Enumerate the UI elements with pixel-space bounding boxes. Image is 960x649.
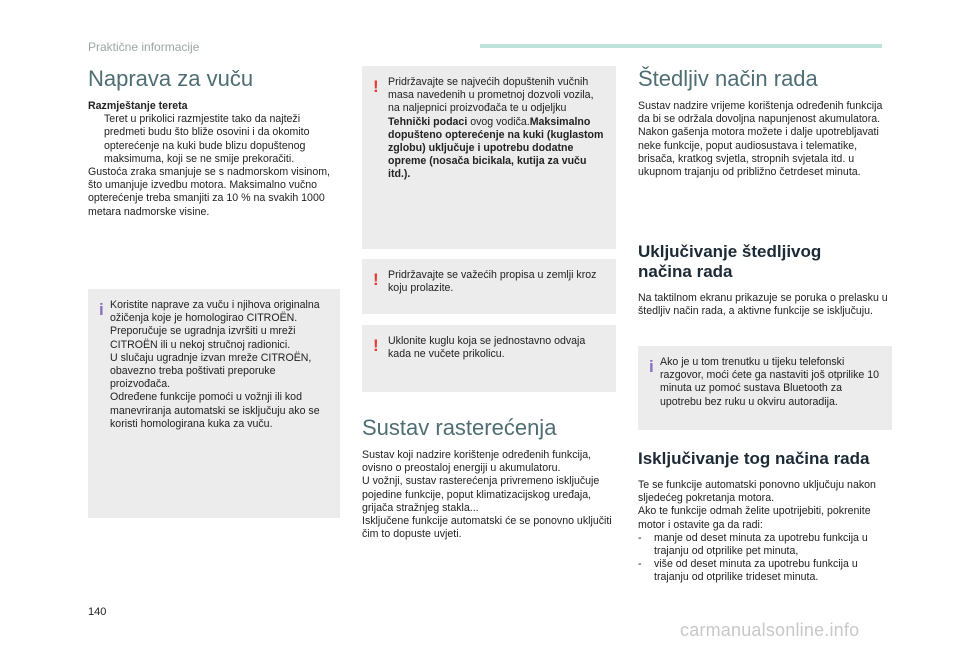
warning-text-mid: ovog vodiča. <box>467 115 530 128</box>
technical-data-ref: Tehnički podaci <box>388 115 468 128</box>
enable-title: Uključivanje štedljivog načina rada <box>638 242 822 281</box>
warning-box-ball <box>362 325 616 392</box>
relief-line: Isključene funkcije automatski će se ponovno uključiti čim to dopuste uvjeti. <box>362 515 612 541</box>
load-bullet-text: Teret u prikolici razmjestite tako da najteži predmeti budu što bliže osovini i da okomito opterećenje na kuki bude blizu dopuštenog maksimuma, koji se ne smije prekoračiti. <box>104 113 310 165</box>
eco-disable-section <box>638 449 890 585</box>
enable-text: Na taktilnom ekranu prikazuje se poruka o prelasku u štedljiv način rada, a aktivne funkcije se isključuju. <box>638 292 888 318</box>
relief-line: Sustav koji nadzire korištenje određenih funkcija, ovisno o preostaloj energiji u akumulatoru. <box>362 449 592 475</box>
eco-intro-line: Nakon gašenja motora možete i dalje upotrebljavati neke funkcije, poput audiosustava i telematike, brisača, kratkog svjetla, stropnih svjetala itd. u ukupnom trajanju od približno četrdeset minuta. <box>638 126 879 179</box>
eco-section <box>638 66 890 179</box>
dash-marker: - <box>638 531 642 544</box>
info-phone-text: Ako je u tom trenutku u tijeku telefonski razgovor, moći ćete ga nastaviti još otprilike 10 minuta uz pomoć sustava Bluetooth za upotrebu bez ruku u okviru autoradija. <box>660 356 880 408</box>
warning-text-start: Pridržavajte se najvećih dopuštenih vučnih masa navedenih u prometnoj dozvoli vozila, na naljepnici proizvođača te u odjeljku <box>388 76 594 115</box>
relief-line: U vožnji, sustav rasterećenja privremeno isključuje pojedine funkcije, poput klimatizacijskog uređaja, grijača stražnjeg stakla... <box>362 475 600 514</box>
warning-text-regulations: Pridržavajte se važećih propisa u zemlji kroz koju prolazite. <box>388 269 597 295</box>
info-icon: i <box>649 357 654 376</box>
watermark: carmanualsonline.info <box>680 620 860 640</box>
warning-box-masses <box>362 66 616 249</box>
left-column <box>88 66 340 219</box>
relief-section <box>362 415 612 541</box>
info-line: Određene funkcije pomoći u vožnji ili kod manevriranja automatski se isključuju ako se koristi homologirana kuka za vuču. <box>110 391 320 430</box>
load-heading: Razmještanje tereta <box>88 100 188 112</box>
list-item <box>638 532 890 558</box>
eco-title: Štedljiv način rada <box>638 66 818 91</box>
info-line: U slučaju ugradnje izvan mreže CITROËN, obavezno treba poštivati preporuke proizvođača. <box>110 351 312 391</box>
disable-intro-line: Te se funkcije automatski ponovno uključuju nakon sljedećeg pokretanja motora. <box>638 479 876 505</box>
dash-marker: - <box>638 558 642 571</box>
disable-intro-line: Ako te funkcije odmah želite upotrijebiti, pokrenite motor i ostavite ga da radi: <box>638 505 871 531</box>
load-bullet <box>88 113 340 166</box>
info-icon: i <box>99 300 104 319</box>
relief-title: Sustav rasterećenja <box>362 415 557 440</box>
warning-box-regulations <box>362 259 616 314</box>
warning-icon: ! <box>373 270 379 289</box>
warning-icon: ! <box>373 77 379 96</box>
page-number: 140 <box>88 606 107 618</box>
bullet-icon <box>88 113 104 166</box>
disable-title: Isključivanje tog načina rada <box>638 449 870 468</box>
eco-intro-line: Sustav nadzire vrijeme korištenja određenih funkcija da bi se održala dovoljna napunjenost akumulatora. <box>638 100 883 126</box>
info-box-towbar <box>88 289 340 518</box>
info-line: Koristite naprave za vuču i njihova originalna ožičenja koje je homologirao CITROËN. Preporučuje se ugradnja izvršiti u mreži CITROËN ili u nekoj stručnoj radionici. <box>110 299 320 351</box>
list-item-text: više od deset minuta za upotrebu funkcija u trajanju od otprilike trideset minuta. <box>654 558 858 584</box>
warning-icon: ! <box>373 336 379 355</box>
list-item-text: manje od deset minuta za upotrebu funkcija u trajanju od otprilike pet minuta, <box>654 531 868 558</box>
eco-enable-section <box>638 242 890 318</box>
towing-title: Naprava za vuču <box>88 66 254 91</box>
warning-text-ball: Uklonite kuglu koja se jednostavno odvaja kada ne vučete prikolicu. <box>388 335 586 361</box>
list-item <box>638 558 890 584</box>
header-bar <box>480 44 882 48</box>
warning-text-bold: Maksimalno dopušteno opterećenje na kuki (kuglastom zglobu) uključuje i upotrebu dodatne opreme (nosača bicikala, kutija za vuču itd.). <box>388 115 604 181</box>
warning-text-masses <box>388 76 606 182</box>
altitude-paragraph: Gustoća zraka smanjuje se s nadmorskom visinom, što umanjuje izvedbu motora. Maksimalno vučno opterećenje treba smanjiti za 10 % na svakih 1000 metara nadmorske visine. <box>88 166 330 218</box>
section-label: Praktične informacije <box>88 40 200 54</box>
info-box-phone <box>638 346 892 430</box>
